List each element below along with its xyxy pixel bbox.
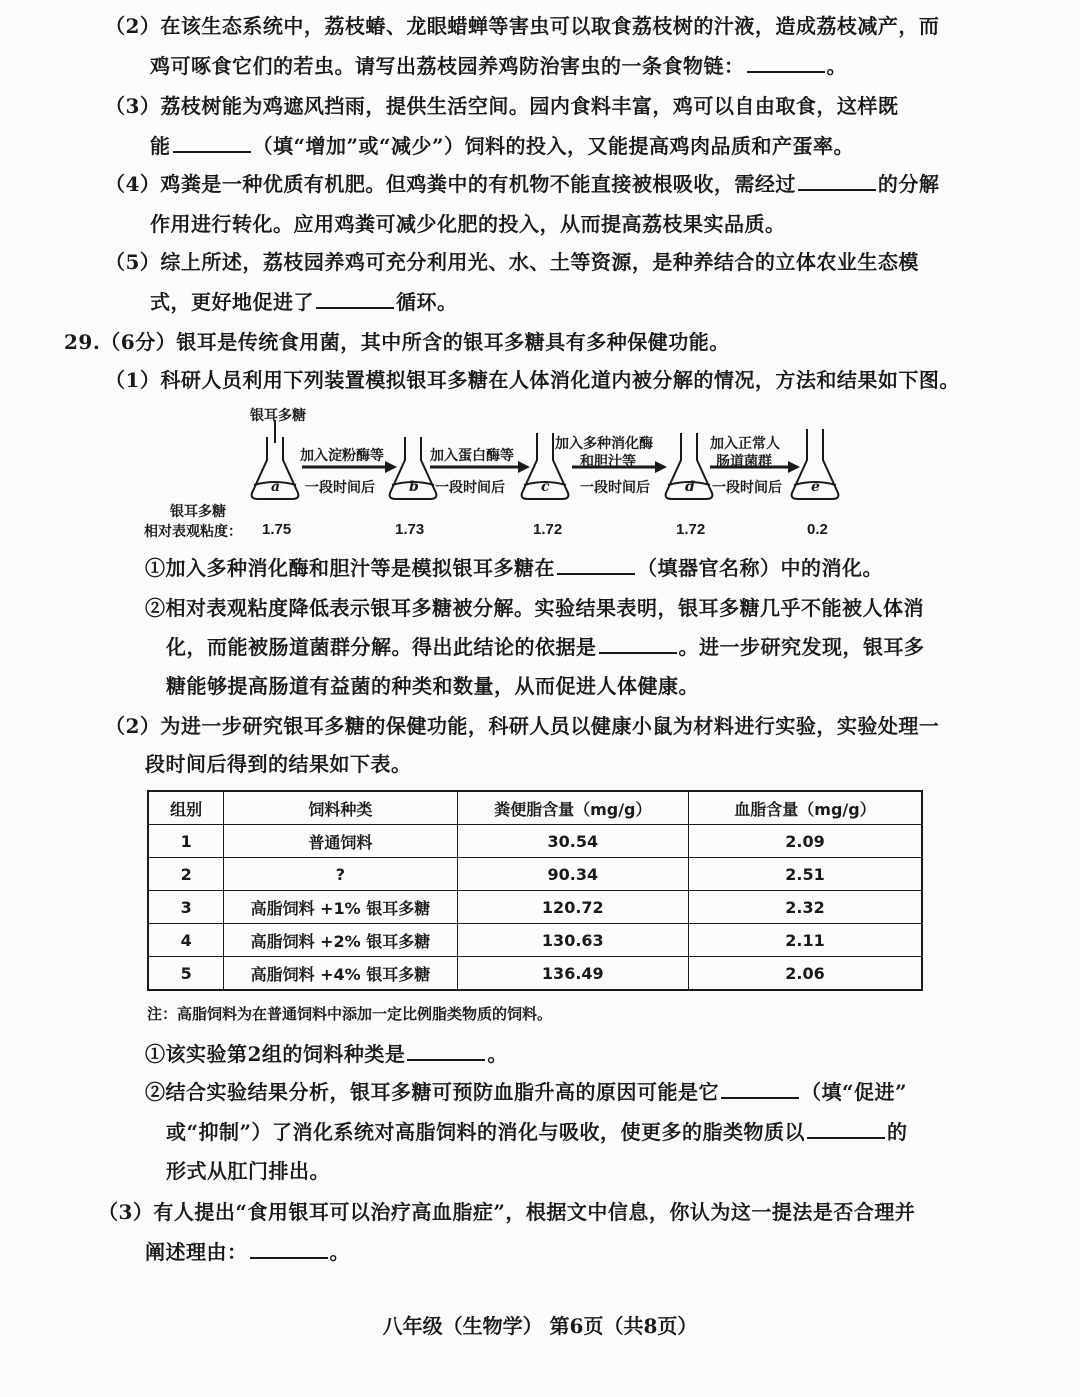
flask-label-e: e (811, 479, 820, 495)
answer-blank[interactable] (316, 289, 394, 309)
viscosity-d: 1.72 (676, 521, 706, 538)
q29-2-sub2-line1: ②结合实验结果分析，银耳多糖可预防血脂升高的原因可能是它 （填“促进” (145, 1080, 908, 1104)
header-feed: 饲料种类 (224, 791, 457, 825)
viscosity-b: 1.73 (395, 521, 425, 538)
cell: ? (224, 858, 457, 891)
table-row (148, 858, 922, 891)
cell: 高脂饲料 +1% 银耳多糖 (224, 891, 457, 924)
cell: 2.32 (689, 891, 922, 924)
table-row (148, 957, 922, 991)
viscosity-c: 1.72 (533, 521, 563, 538)
diagram-top-label: 银耳多糖 (250, 408, 306, 424)
cell: 2.06 (689, 957, 922, 991)
table-header-row (148, 791, 922, 825)
answer-blank[interactable] (557, 555, 635, 575)
viscosity-label-1: 银耳多糖 (170, 504, 226, 520)
header-fecal-fat: 粪便脂含量（mg/g） (457, 791, 688, 825)
arrow2-top: 加入蛋白酶等 (430, 448, 514, 464)
arrow3-top2: 和胆汁等 (580, 454, 636, 470)
q5-line2: 式，更好地促进了 循环。 (150, 290, 458, 314)
answer-blank[interactable] (173, 133, 251, 153)
q3-line2: 能 （填“增加”或“减少”）饲料的投入，又能提高鸡肉品质和产蛋率。 (150, 134, 855, 158)
cell: 2 (148, 858, 224, 891)
cell: 136.49 (457, 957, 688, 991)
q29-part3-line1: （3）有人提出“食用银耳可以治疗高血脂症”，根据文中信息，你认为这一提法是否合理并 (98, 1200, 916, 1224)
q3-line1: （3）荔枝树能为鸡遮风挡雨，提供生活空间。园内食料丰富，鸡可以自由取食，这样既 (105, 94, 899, 118)
viscosity-a: 1.75 (262, 521, 292, 538)
flask-label-d: d (685, 479, 695, 495)
q29-part3-line2: 阐述理由： 。 (145, 1240, 350, 1264)
table-row (148, 825, 922, 858)
q29-1-sub2-line1: ②相对表观粘度降低表示银耳多糖被分解。实验结果表明，银耳多糖几乎不能被人体消 (145, 596, 924, 620)
q29-heading: 29.（6分）银耳是传统食用菌，其中所含的银耳多糖具有多种保健功能。 (64, 330, 730, 354)
q29-1-sub2-line2: 化，而能被肠道菌群分解。得出此结论的依据是 。进一步研究发现，银耳多 (166, 635, 925, 659)
cell: 高脂饲料 +4% 银耳多糖 (224, 957, 457, 991)
q5-line1: （5）综上所述，荔枝园养鸡可充分利用光、水、土等资源，是种养结合的立体农业生态模 (105, 250, 919, 274)
table-row (148, 891, 922, 924)
q2-line1: （2）在该生态系统中，荔枝蝽、龙眼蜡蝉等害虫可以取食荔枝树的汁液，造成荔枝减产，而 (105, 14, 940, 38)
q4-line1: （4）鸡粪是一种优质有机肥。但鸡粪中的有机物不能直接被根吸收，需经过 的分解 (105, 172, 940, 196)
arrow2-bottom: 一段时间后 (435, 480, 505, 496)
header-blood-lipid: 血脂含量（mg/g） (689, 791, 922, 825)
arrow3-top1: 加入多种消化酶 (555, 436, 653, 452)
flask-label-c: c (541, 479, 550, 495)
arrow1-top: 加入淀粉酶等 (300, 448, 384, 464)
cell: 2.11 (689, 924, 922, 957)
answer-blank[interactable] (721, 1079, 799, 1099)
results-table (147, 790, 923, 991)
cell: 90.34 (457, 858, 688, 891)
answer-blank[interactable] (807, 1119, 885, 1139)
q4-line2: 作用进行转化。应用鸡粪可减少化肥的投入，从而提高荔枝果实品质。 (150, 212, 786, 236)
answer-blank[interactable] (599, 634, 677, 654)
cell: 普通饲料 (224, 825, 457, 858)
cell: 高脂饲料 +2% 银耳多糖 (224, 924, 457, 957)
flask-label-b: b (409, 479, 419, 495)
answer-blank[interactable] (798, 171, 876, 191)
q29-part1: （1）科研人员利用下列装置模拟银耳多糖在人体消化道内被分解的情况，方法和结果如下图。 (105, 368, 960, 392)
arrow1-bottom: 一段时间后 (305, 480, 375, 496)
arrow4-top1: 加入正常人 (710, 436, 780, 452)
header-group: 组别 (148, 791, 224, 825)
arrow4-bottom: 一段时间后 (712, 480, 782, 496)
answer-blank[interactable] (250, 1239, 328, 1259)
cell: 3 (148, 891, 224, 924)
cell: 120.72 (457, 891, 688, 924)
cell: 5 (148, 957, 224, 991)
q29-2-sub1: ①该实验第2组的饲料种类是 。 (145, 1042, 508, 1066)
q29-1-sub2-line3: 糖能够提高肠道有益菌的种类和数量，从而促进人体健康。 (166, 674, 699, 698)
cell: 2.51 (689, 858, 922, 891)
arrow3-bottom: 一段时间后 (580, 480, 650, 496)
cell: 130.63 (457, 924, 688, 957)
answer-blank[interactable] (747, 53, 825, 73)
cell: 2.09 (689, 825, 922, 858)
table-note: 注：高脂饲料为在普通饲料中添加一定比例脂类物质的饲料。 (147, 1005, 553, 1023)
q29-part2-line1: （2）为进一步研究银耳多糖的保健功能，科研人员以健康小鼠为材料进行实验，实验处理一 (105, 714, 940, 738)
answer-blank[interactable] (407, 1041, 485, 1061)
page-footer: 八年级（生物学） 第6页（共8页） (382, 1314, 698, 1338)
arrow4-top2: 肠道菌群 (716, 454, 772, 470)
viscosity-e: 0.2 (807, 521, 828, 538)
q29-2-sub2-line3: 形式从肛门排出。 (166, 1159, 330, 1183)
flask-diagram (140, 405, 860, 545)
cell: 1 (148, 825, 224, 858)
q29-2-sub2-line2: 或“抑制”）了消化系统对高脂饲料的消化与吸收，使更多的脂类物质以 的 (166, 1120, 908, 1144)
q29-part2-line2: 段时间后得到的结果如下表。 (145, 752, 412, 776)
cell: 30.54 (457, 825, 688, 858)
q29-1-sub1: ①加入多种消化酶和胆汁等是模拟银耳多糖在 （填器官名称）中的消化。 (145, 556, 883, 580)
viscosity-label-2: 相对表观粘度： (144, 524, 242, 540)
flask-label-a: a (271, 479, 281, 495)
table-row (148, 924, 922, 957)
q2-line2: 鸡可啄食它们的若虫。请写出荔枝园养鸡防治害虫的一条食物链： 。 (150, 54, 847, 78)
cell: 4 (148, 924, 224, 957)
flask-svg (140, 405, 860, 545)
